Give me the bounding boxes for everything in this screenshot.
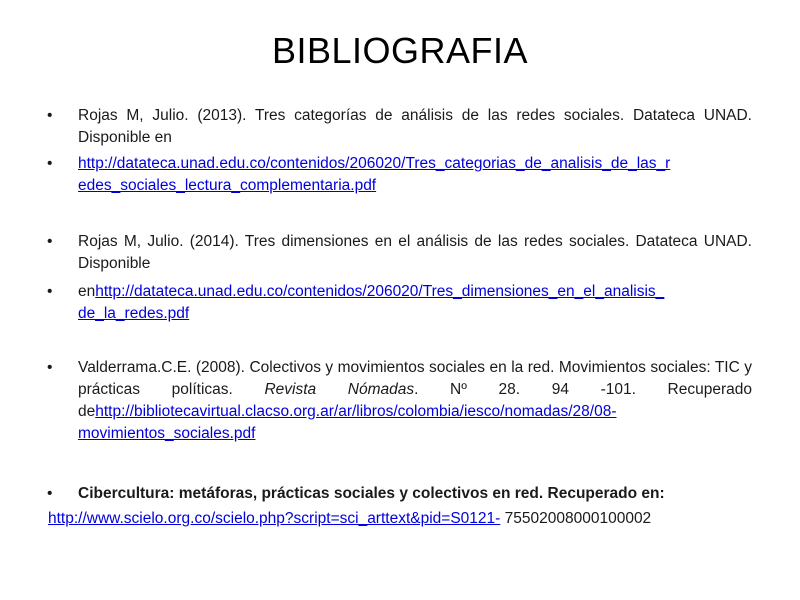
reference-2-text: Rojas M, Julio. (2014). Tres dimensiones en el análisis de las redes sociales. Datateca UNAD. Disponible xyxy=(78,233,752,272)
reference-1-link[interactable]: http://datateca.unad.edu.co/contenidos/206020/Tres_categorias_de_analisis_de_las_r edes_sociales_lectura_complementaria.pdf xyxy=(78,155,671,194)
reference-2-prefix: en xyxy=(78,283,96,300)
reference-4-text: Cibercultura: metáforas, prácticas sociales y colectivos en red. Recuperado en: xyxy=(78,485,665,502)
bullet-marker: • xyxy=(47,485,53,502)
reference-3-text: Valderrama.C.E. (2008). Colectivos y movimientos sociales en la red. Movimientos sociales: TIC y prácticas políticas. Revista Nómadas. Nº 28. 94 -101. Recuperado dehttp://bibliotecavirtual.clacso.org.ar/ar/libros/colombia/iesco/nomadas/28/08- movimientos_sociales.pdf xyxy=(78,359,752,442)
reference-2-link-block xyxy=(78,281,752,325)
bullet-marker: • xyxy=(47,233,53,250)
reference-4-link-line xyxy=(48,508,651,530)
page-title: BIBLIOGRAFIA xyxy=(271,30,529,71)
reference-3-link[interactable]: http://bibliotecavirtual.clacso.org.ar/ar/libros/colombia/iesco/nomadas/28/08- movimientos_sociales.pdf xyxy=(78,403,617,442)
reference-4-suffix: 75502008000100002 xyxy=(500,510,652,527)
bullet-marker: • xyxy=(47,359,53,376)
reference-4-link[interactable]: http://www.scielo.org.co/scielo.php?script=sci_arttext&pid=S0121- xyxy=(48,510,501,527)
reference-2-link[interactable]: http://datateca.unad.edu.co/contenidos/206020/Tres_dimensiones_en_el_analisis_ de_la_redes.pdf xyxy=(78,283,665,322)
bullet-marker: • xyxy=(47,283,53,300)
reference-1-text: Rojas M, Julio. (2013). Tres categorías de análisis de las redes sociales. Datateca UNAD. Disponible en xyxy=(78,107,752,146)
journal-name: Revista Nómadas xyxy=(264,381,415,398)
bullet-marker: • xyxy=(47,155,53,172)
bullet-marker: • xyxy=(47,107,53,124)
reference-1-link-block xyxy=(78,153,752,197)
